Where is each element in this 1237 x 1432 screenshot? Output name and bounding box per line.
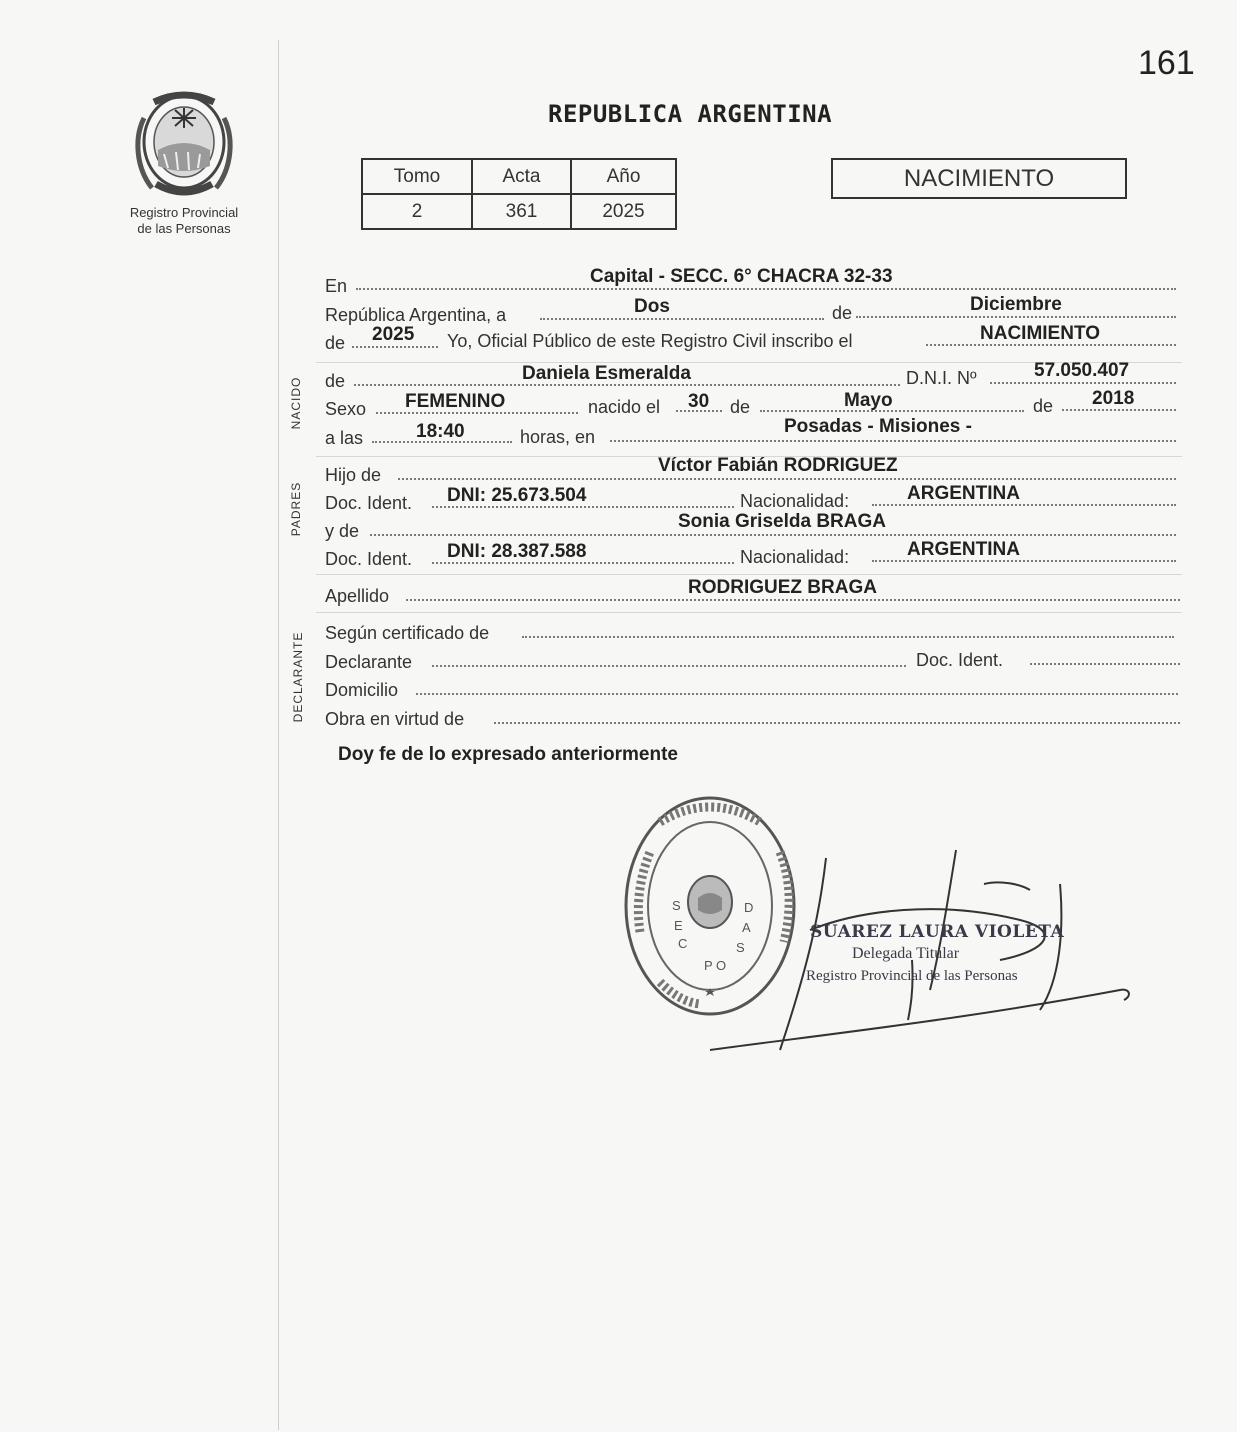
tomo-value: 2 [362,194,472,229]
dotted-line [356,288,1176,290]
value-anio-nac: 2018 [1092,388,1135,409]
svg-text:A: A [742,920,751,935]
value-dia-nac: 30 [688,391,710,412]
label-sexo: Sexo [325,399,367,419]
label-de-anio: de [325,333,346,353]
document-title: REPUBLICA ARGENTINA [548,100,833,128]
provincial-seal-logo [132,88,236,200]
dotted-line [416,693,1178,695]
dotted-line [406,599,1180,601]
value-nombre: Daniela Esmeralda [522,363,691,384]
anio-value: 2025 [571,194,676,229]
dotted-line [856,316,1176,318]
svg-text:D: D [744,900,754,915]
registry-name [118,205,250,237]
label-domicilio: Domicilio [325,680,399,700]
dotted-line [522,636,1174,638]
value-mes: Diciembre [970,294,1062,315]
margin-line [278,40,279,1430]
label-horas-en: horas, en [520,427,596,447]
label-y-de: y de [325,521,360,541]
page-number: 161 [1138,44,1195,82]
reference-table [361,158,677,230]
value-lugar-nac: Posadas - Misiones - [784,416,972,437]
svg-text:S: S [736,940,745,955]
anio-header: Año [571,159,676,194]
label-hijo-de: Hijo de [325,465,382,485]
dotted-line [352,346,438,348]
svg-text:S: S [672,898,681,913]
label-dni: D.N.I. Nº [906,368,977,388]
label-nacionalidad-padre: Nacionalidad: [740,491,850,511]
acta-header: Acta [472,159,571,194]
value-madre-doc: DNI: 28.387.588 [447,541,587,562]
dotted-line [398,478,1176,480]
dotted-line [540,318,824,320]
dotted-line [370,534,1176,536]
dotted-line [610,440,1176,442]
label-de-anio-nac: de [1033,396,1054,416]
value-dia: Dos [634,296,670,317]
value-madre: Sonia Griselda BRAGA [678,511,886,532]
label-de-mes-nac: de [730,397,751,417]
value-lugar: Capital - SECC. 6° CHACRA 32-33 [590,266,893,287]
dotted-line [432,665,906,667]
section-label-padres: PADRES [289,481,303,537]
label-declarante: Declarante [325,652,413,672]
label-de-mes: de [832,303,853,323]
label-nacido-el: nacido el [588,397,661,417]
section-label-nacido: NACIDO [289,376,303,430]
value-mes-nac: Mayo [844,390,893,411]
stamp-office: Registro Provincial de las Personas [806,968,1018,984]
label-nacionalidad-madre: Nacionalidad: [740,547,850,567]
dotted-line [990,382,1176,384]
value-dni: 57.050.407 [1034,360,1130,381]
dotted-line [1030,663,1180,665]
label-segun: Según certificado de [325,623,490,643]
closing-statement: Doy fe de lo expresado anteriormente [338,744,678,765]
label-a-las: a las [325,428,364,448]
value-hora: 18:40 [416,421,465,442]
label-doc-ident-padre: Doc. Ident. [325,493,413,513]
label-republica: República Argentina, a [325,305,507,325]
section-separator [316,612,1182,613]
value-anio: 2025 [372,324,415,345]
value-padre-doc: DNI: 25.673.504 [447,485,587,506]
stamp-official-name: SUAREZ LAURA VIOLETA [810,922,1065,942]
dotted-line [494,722,1180,724]
label-doc-ident-declarante: Doc. Ident. [916,650,1004,670]
section-label-declarante: DECLARANTE [291,631,305,723]
value-acto: NACIMIENTO [980,323,1100,344]
label-apellido: Apellido [325,586,390,606]
label-oficial: Yo, Oficial Público de este Registro Civil inscribo el [447,331,853,351]
svg-text:P O: P O [704,958,727,973]
label-de-nombre: de [325,371,346,391]
label-en: En [325,276,348,296]
section-separator [316,574,1182,575]
acta-value: 361 [472,194,571,229]
value-sexo: FEMENINO [405,391,506,412]
value-apellido: RODRIGUEZ BRAGA [688,577,877,598]
registry-name-line1: Registro Provincial [129,205,239,220]
label-doc-ident-madre: Doc. Ident. [325,549,413,569]
stamp-official-role: Delegada Titular [852,945,960,962]
svg-text:E: E [674,918,683,933]
label-obra: Obra en virtud de [325,709,465,729]
record-type-box: NACIMIENTO [831,158,1127,199]
value-madre-nac: ARGENTINA [907,539,1020,560]
registry-name-line2: de las Personas [137,221,231,236]
value-padre-nac: ARGENTINA [907,483,1020,504]
value-padre: Víctor Fabián RODRIGUEZ [658,455,898,476]
tomo-header: Tomo [362,159,472,194]
svg-text:C: C [678,936,688,951]
